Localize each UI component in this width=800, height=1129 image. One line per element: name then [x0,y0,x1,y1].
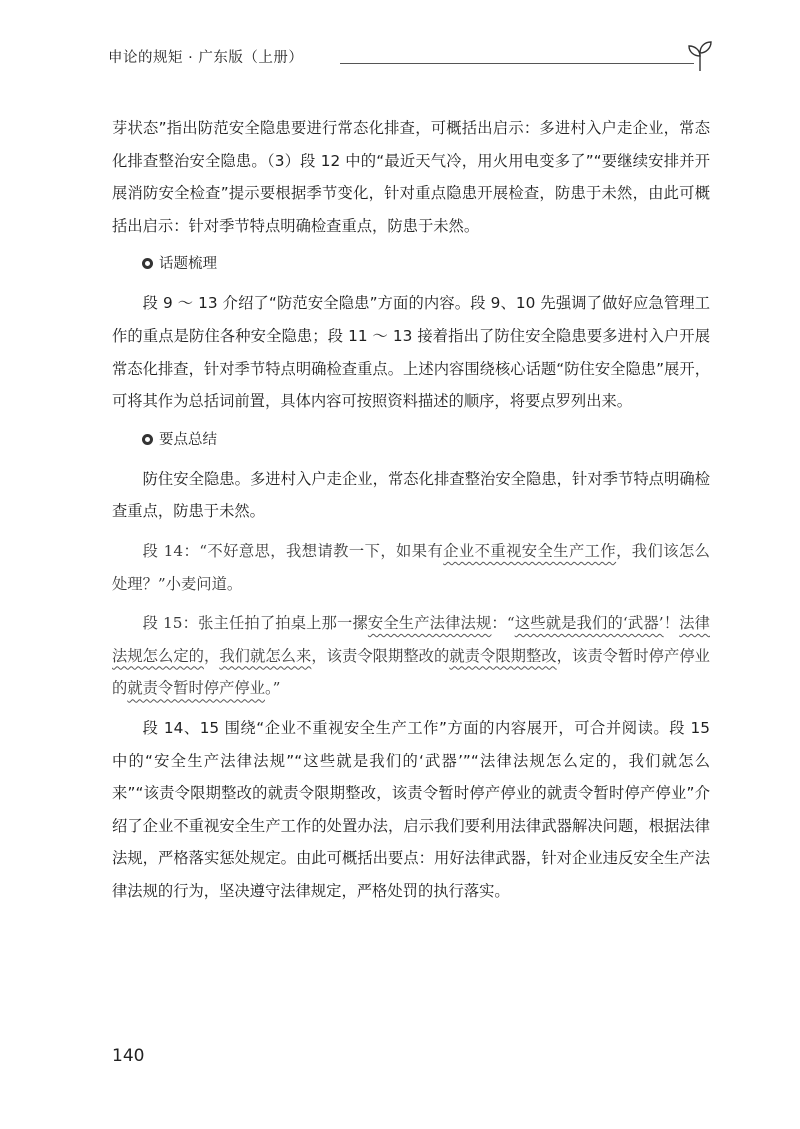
paragraph-analysis: 段 14、15 围绕“企业不重视安全生产工作”方面的内容展开，可合并阅读。段 15 中的“安全生产法律法规”“这些就是我们的‘武器’”“法律法规怎么定的，我们就怎么来”“该责令限期整改的就责令限期整改，该责令暂时停产停业的就责令暂时停产停业”介绍了企业不重视安全生产工作的处置办法，启示我们要利用法律武器解决问题，根据法律法规，严格落实惩处规定。由此可概括出要点：用好法律武器，针对企业违反安全生产法律法规的行为，坚决遵守法律规定，严格处罚的执行落实。 [112,718,710,900]
underlined-phrase: 企业不重视安全生产工作 [443,541,617,560]
running-header [108,44,708,84]
section-heading-topic-text: 话题梳理 [159,256,217,273]
paragraph-3: 防住安全隐患。多进村入户走企业，常态化排查整治安全隐患，针对季节特点明确检查重点，防患于未然。 [112,469,710,521]
circle-bullet-icon [142,258,153,269]
quote-text: ， [204,646,220,665]
underlined-phrase: 就责令限期整改 [449,646,557,665]
quote-text: ，我们该怎么处理？”小麦问道。 [112,541,710,593]
page-body [112,112,710,914]
sprout-icon [686,38,714,72]
quote-text: 段 14：“不好意思，我想请教一下，如果有 [142,541,444,560]
section-heading-summary-text: 要点总结 [159,431,217,448]
quote-text: ：“ [491,614,515,633]
quote-paragraph-14 [112,535,710,600]
underlined-phrase: 就责令暂时停产停业 [127,679,265,698]
header-rule [340,63,694,64]
underlined-phrase: 法律法规怎么定的 [112,614,710,665]
paragraph-2: 段 9 ～ 13 介绍了“防范安全隐患”方面的内容。段 9、10 先强调了做好应急管理工作的重点是防住各种安全隐患；段 11 ～ 13 接着指出了防住安全隐患要多进村入户开展常态化排查，针对季节特点明确检查重点。上述内容围绕核心话题“防住安全隐患”展开，可将其作为总括词前置，具体内容可按照资料描述的顺序，将要点罗列出来。 [112,294,710,411]
underlined-phrase: 这些就是我们的‘武器’ [514,614,664,633]
quote-text: 。” [265,679,281,698]
underlined-phrase: 我们就怎么来 [219,646,312,665]
section-heading-topic [112,249,710,279]
circle-bullet-icon [142,434,153,445]
paragraph-1: 芽状态”指出防范安全隐患要进行常态化排查，可概括出启示：多进村入户走企业，常态化排查整治安全隐患。（3）段 12 中的“最近天气冷，用火用电变多了”“要继续安排并开展消防安全检查”提示要根据季节变化，针对重点隐患开展检查，防患于未然，由此可概括出启示：针对季节特点明确检查重点，防患于未然。 [112,119,710,235]
quote-text: ，该责令暂时停产停业的 [112,646,710,698]
quote-text: 段 15：张主任拍了拍桌上那一摞 [142,614,368,633]
quote-paragraph-15 [112,607,710,705]
quote-text: ，该责令限期整改的 [311,646,450,665]
section-heading-summary [112,425,710,455]
underlined-phrase: 安全生产法律法规 [367,614,492,633]
page-number: 140 [112,1046,145,1066]
quote-text: ！ [663,614,680,633]
header-title: 申论的规矩 · 广东版（上册） [108,50,304,66]
